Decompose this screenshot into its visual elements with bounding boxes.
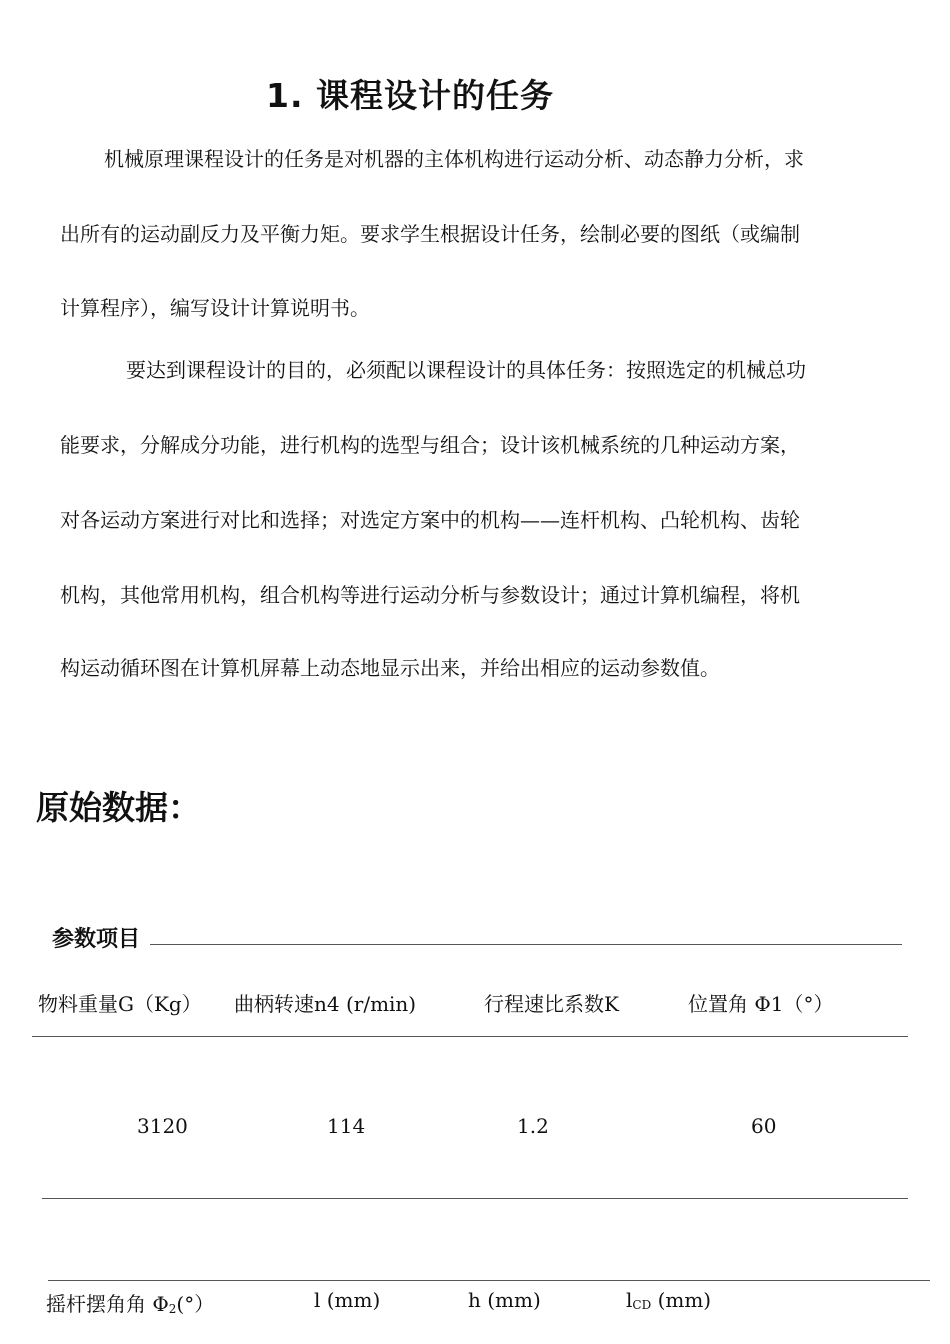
paragraph-2-line-2: 能要求，分解成分功能，进行机构的选型与组合；设计该机械系统的几种运动方案，	[60, 433, 800, 457]
param-label: 参数项目	[52, 927, 141, 952]
table2-header-l: l (mm)	[314, 1288, 381, 1312]
paragraph-1-line-2: 出所有的运动副反力及平衡力矩。要求学生根据设计任务，绘制必要的图纸（或编制	[60, 222, 800, 246]
paragraph-1-line-1: 机械原理课程设计的任务是对机器的主体机构进行运动分析、动态静力分析，求	[104, 147, 804, 171]
table1-value-speed: 114	[327, 1114, 366, 1138]
param-label-rule	[150, 944, 902, 945]
paragraph-2-line-1: 要达到课程设计的目的，必须配以课程设计的具体任务：按照选定的机械总功	[126, 358, 806, 382]
table1-value-angle: 60	[751, 1114, 777, 1138]
data-heading: 原始数据：	[36, 788, 201, 827]
table1-bottom-rule	[42, 1198, 908, 1199]
paragraph-2-line-3: 对各运动方案进行对比和选择；对选定方案中的机构——连杆机构、凸轮机构、齿轮	[60, 508, 800, 532]
table1-header-angle: 位置角 Φ1（°）	[688, 992, 834, 1016]
table2-top-rule	[48, 1280, 930, 1281]
table1-header-rule	[32, 1036, 908, 1037]
table2-header-h: h (mm)	[468, 1288, 541, 1312]
table2-header-lcd: $l_{CD}$ (mm)	[626, 1288, 712, 1312]
table1-header-speed: 曲柄转速n4 (r/min)	[234, 992, 417, 1016]
table1-value-ratio: 1.2	[517, 1114, 549, 1138]
table1-value-weight: 3120	[137, 1114, 188, 1138]
table2-header-swing-angle: 摇杆摆角角 $\Phi_2(^\circ)$	[46, 1292, 215, 1316]
paragraph-1-line-3: 计算程序），编写设计计算说明书。	[60, 296, 370, 320]
table1-header-ratio: 行程速比系数K	[484, 992, 619, 1016]
section-title: 1. 课程设计的任务	[266, 76, 554, 115]
table1-header-weight: 物料重量G（Kg）	[38, 992, 202, 1016]
paragraph-2-line-4: 机构，其他常用机构，组合机构等进行运动分析与参数设计；通过计算机编程，将机	[60, 583, 800, 607]
paragraph-2-line-5: 构运动循环图在计算机屏幕上动态地显示出来，并给出相应的运动参数值。	[60, 656, 720, 680]
